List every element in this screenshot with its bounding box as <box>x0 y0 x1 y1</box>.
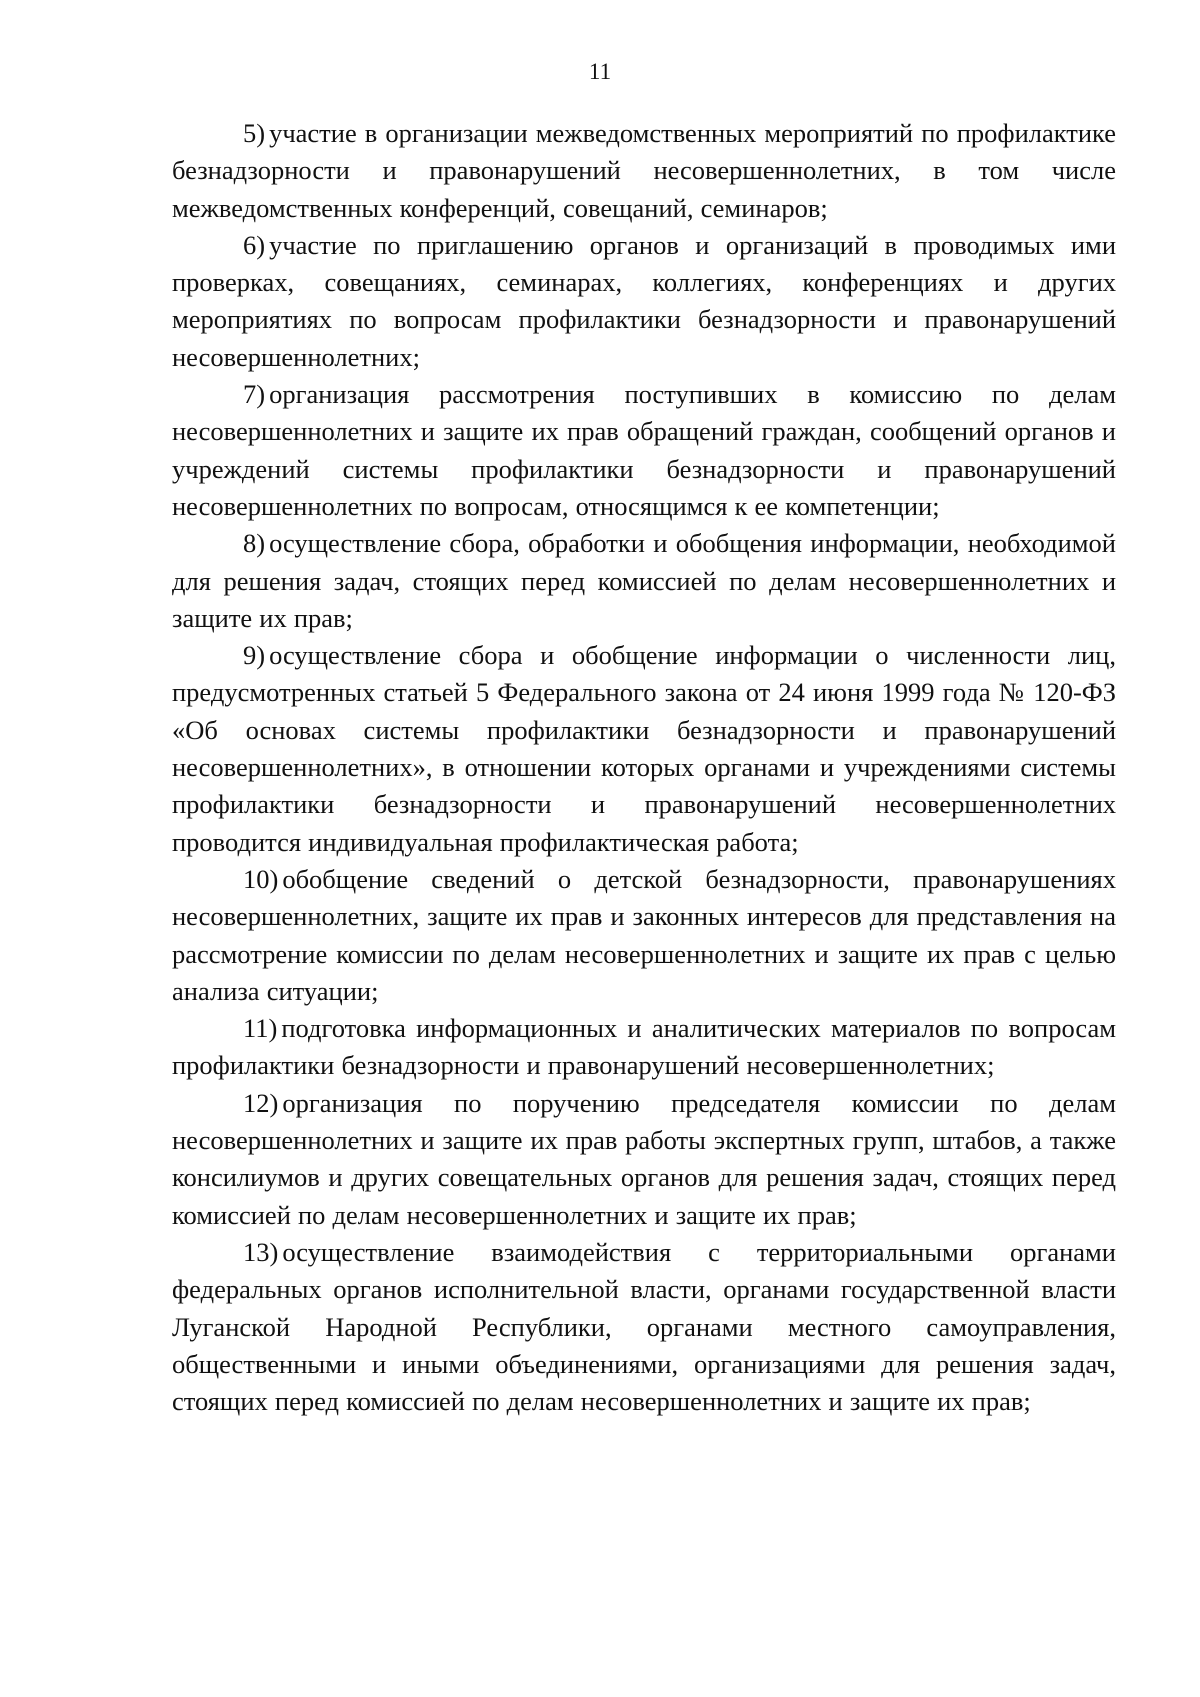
list-item-text: участие в организации межведомственных мероприятий по профилактике безнадзорности и правонарушений несовершеннолетних, в том числе межведомственных конференций, совещаний, семинаров; <box>172 118 1116 223</box>
list-item-text: обобщение сведений о детской безнадзорности, правонарушениях несовершеннолетних, защите их прав и законных интересов для представления на рассмотрение комиссии по делам несовершеннолетних и защите их прав с целью анализа ситуации; <box>172 863 1116 1006</box>
list-item-number: 5) <box>243 118 266 148</box>
list-item-number: 7) <box>243 379 266 410</box>
list-item <box>172 227 1116 376</box>
list-item-number: 11) <box>243 1013 278 1044</box>
list-item <box>172 1085 1116 1234</box>
list-item-text: организация по поручению председателя комиссии по делам несовершеннолетних и защите их прав работы экспертных групп, штабов, а также консилиумов и других совещательных органов для решения задач, стоящих перед комиссией по делам несовершеннолетних и защите их прав; <box>172 1087 1116 1230</box>
list-item-text: осуществление сбора, обработки и обобщения информации, необходимой для решения задач, стоящих перед комиссией по делам несовершеннолетних и защите их прав; <box>172 528 1116 633</box>
list-item-text: участие по приглашению органов и организаций в проводимых ими проверках, совещаниях, семинарах, коллегиях, конференциях и других мероприятиях по вопросам профилактики безнадзорности и правонарушений несовершеннолетних; <box>172 229 1116 372</box>
list-item <box>172 115 1116 227</box>
list-item <box>172 1234 1116 1420</box>
list-item <box>172 376 1116 525</box>
list-item-number: 8) <box>243 528 266 559</box>
list-item-number: 9) <box>243 640 266 671</box>
list-item <box>172 1010 1116 1085</box>
list-item <box>172 637 1116 861</box>
list-item-number: 6) <box>243 229 266 260</box>
document-body <box>172 115 1116 1420</box>
list-item-number: 10) <box>243 863 279 894</box>
list-item-text: осуществление взаимодействия с территориальными органами федеральных органов исполнительной власти, органами государственной власти Луганской Народной Республики, органами местного самоуправления, общественными и иными объединениями, организациями для решения задач, стоящих перед комиссией по делам несовершеннолетних и защите их прав; <box>172 1236 1116 1417</box>
list-item-number: 13) <box>243 1236 279 1267</box>
list-item-text: организация рассмотрения поступивших в комиссию по делам несовершеннолетних и защите их прав обращений граждан, сообщений органов и учреждений системы профилактики безнадзорности и правонарушений несовершеннолетних по вопросам, относящимся к ее компетенции; <box>172 379 1116 521</box>
list-item <box>172 861 1116 1010</box>
list-item-text: осуществление сбора и обобщение информации о численности лиц, предусмотренных статьей 5 Федерального закона от 24 июня 1999 года № 120-ФЗ «Об основах системы профилактики безнадзорности и правонарушений несовершеннолетних», в отношении которых органами и учреждениями системы профилактики безнадзорности и правонарушений несовершеннолетних проводится индивидуальная профилактическая работа; <box>172 640 1116 857</box>
list-item-number: 12) <box>243 1087 279 1118</box>
page-number: 11 <box>588 59 612 84</box>
list-item-text: подготовка информационных и аналитических материалов по вопросам профилактики безнадзорности и правонарушений несовершеннолетних; <box>172 1013 1116 1081</box>
list-item <box>172 525 1116 637</box>
